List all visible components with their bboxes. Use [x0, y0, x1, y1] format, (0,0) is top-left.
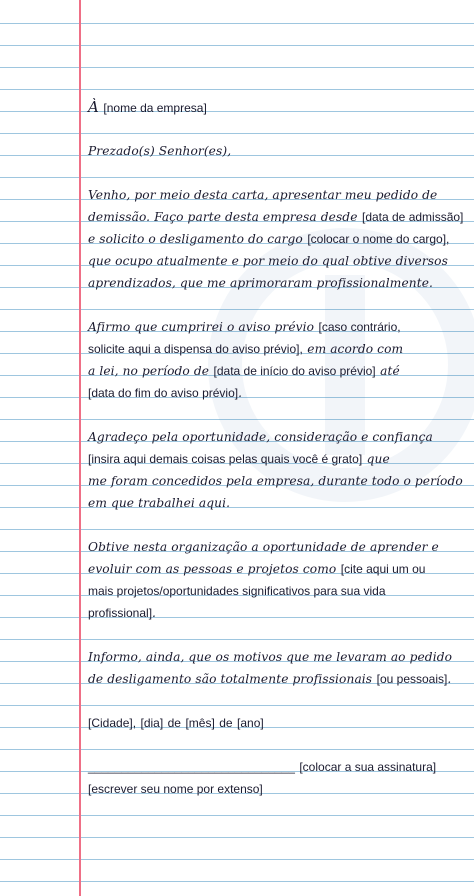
p1-text-2: demissão. Faço parte desta empresa desde — [88, 210, 358, 224]
p2-period: . — [238, 386, 243, 400]
p5-line-2 — [88, 669, 468, 691]
date-connector-1: de — [167, 716, 181, 730]
full-name-placeholder: [escrever seu nome por extenso] — [88, 782, 263, 796]
notice-placeholder-start: [caso contrário, — [318, 320, 401, 334]
admission-date-placeholder: [data de admissão] — [361, 210, 464, 224]
p2-line-4 — [88, 383, 468, 405]
signature-placeholder: [colocar a sua assinatura] — [299, 760, 437, 774]
p4-text-1: Obtive nesta organização a oportunidade de aprender e — [88, 540, 439, 554]
greeting: Prezado(s) Senhor(es), — [88, 144, 232, 158]
p1-line-2 — [88, 207, 468, 229]
p1-line-3 — [88, 229, 468, 251]
projects-placeholder-middle: mais projetos/oportunidades significativos para sua vida — [88, 584, 386, 598]
p4-line-1 — [88, 537, 468, 559]
p3-text-2: que — [366, 452, 390, 466]
p2-line-1 — [88, 317, 468, 339]
p5-period: . — [447, 672, 452, 686]
p4-line-4 — [88, 603, 468, 625]
job-title-placeholder: [colocar o nome do cargo], — [307, 232, 450, 246]
margin-line — [79, 0, 81, 896]
p3-line-4 — [88, 493, 468, 515]
signature-blank: _______________________________ — [88, 760, 295, 774]
p2-text-2: em acordo com — [307, 342, 404, 356]
month-placeholder: [mês] — [185, 716, 215, 730]
name-line — [88, 779, 468, 801]
greeting-line — [88, 141, 468, 163]
p5-text-2: de desligamento são totalmente profissionais — [88, 672, 373, 686]
p2-line-2 — [88, 339, 468, 361]
p2-text-1: Afirmo que cumprirei o aviso prévio — [88, 320, 315, 334]
company-name-placeholder: [nome da empresa] — [103, 101, 207, 115]
day-placeholder: [dia] — [140, 716, 164, 730]
p4-text-2: evoluir com as pessoas e projetos como — [88, 562, 337, 576]
year-placeholder: [ano] — [237, 716, 264, 730]
personal-reasons-placeholder: [ou pessoais] — [376, 672, 448, 686]
projects-placeholder-end: profissional] — [88, 606, 153, 620]
p1-line-1 — [88, 185, 468, 207]
p5-text-1: Informo, ainda, que os motivos que me levaram ao pedido — [88, 650, 453, 664]
p4-line-3 — [88, 581, 468, 603]
p2-line-3 — [88, 361, 468, 383]
p1-text-4: que ocupo atualmente e por meio do qual obtive diversos — [88, 254, 448, 268]
notice-start-placeholder: [data de início do aviso prévio] — [213, 364, 376, 378]
date-connector-2: de — [219, 716, 233, 730]
notice-end-placeholder: [data do fim do aviso prévio] — [88, 386, 239, 400]
p3-text-3: me foram concedidos pela empresa, durante todo o período — [88, 474, 463, 488]
p1-line-4 — [88, 251, 468, 273]
p2-text-4: até — [380, 364, 400, 378]
signature-line — [88, 757, 468, 779]
city-placeholder: [Cidade], — [88, 716, 137, 730]
date-line — [88, 713, 468, 735]
p4-line-2 — [88, 559, 468, 581]
gratitude-placeholder: [insira aqui demais coisas pelas quais você é grato] — [88, 452, 363, 466]
p3-line-1 — [88, 427, 468, 449]
p1-text-1: Venho, por meio desta carta, apresentar meu pedido de — [88, 188, 438, 202]
recipient-line — [88, 97, 468, 119]
p1-text-5: aprendizados, que me aprimoraram profissionalmente. — [88, 276, 433, 290]
projects-placeholder-start: [cite aqui um ou — [340, 562, 426, 576]
recipient-prefix: À — [88, 98, 99, 116]
p4-period: . — [152, 606, 157, 620]
p3-line-2 — [88, 449, 468, 471]
p5-line-1 — [88, 647, 468, 669]
p1-text-3: e solicito o desligamento do cargo — [88, 232, 303, 246]
p3-text-1: Agradeço pela oportunidade, consideração e confiança — [88, 430, 433, 444]
notice-placeholder-end: solicite aqui a dispensa do aviso prévio], — [88, 342, 303, 356]
p3-text-4: em que trabalhei aqui. — [88, 496, 231, 510]
p2-text-3: a lei, no período de — [88, 364, 210, 378]
p3-line-3 — [88, 471, 468, 493]
p1-line-5 — [88, 273, 468, 295]
